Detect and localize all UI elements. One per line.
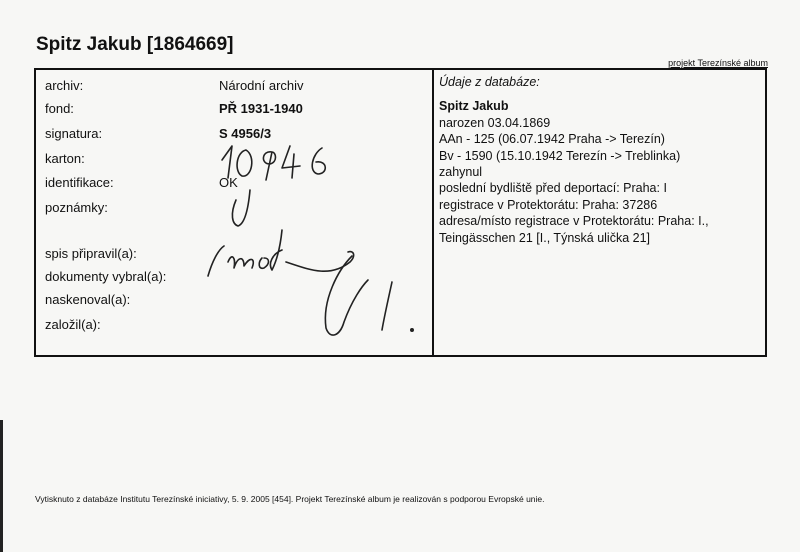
handwritten-signature — [208, 230, 413, 335]
handwritten-karton-number — [222, 146, 325, 180]
value-archiv: Národní archiv — [219, 78, 304, 93]
label-identifikace: identifikace: — [45, 175, 114, 190]
label-archiv: archiv: — [45, 78, 84, 93]
database-line: zahynul — [439, 165, 483, 180]
database-line: registrace v Protektorátu: Praha: 37286 — [439, 197, 658, 212]
handwritten-check — [232, 190, 250, 226]
label-spis-pripravil: spis připravil(a): — [45, 246, 137, 261]
database-line: AAn - 125 (06.07.1942 Praha -> Terezín) — [439, 132, 665, 147]
database-line: adresa/místo registrace v Protektorátu: Praha: I., Teingässchen 21 [I., Týnská ulička 21] — [439, 214, 709, 245]
label-poznamky: poznámky: — [45, 200, 108, 215]
project-label: projekt Terezínské album — [668, 58, 768, 68]
label-zalozil: založil(a): — [45, 317, 101, 332]
database-line: poslední bydliště před deportací: Praha: I — [439, 181, 667, 196]
database-line: narozen 03.04.1869 — [439, 115, 551, 130]
value-fond: PŘ 1931-1940 — [219, 101, 303, 116]
page-title: Spitz Jakub [1864669] — [36, 34, 234, 55]
database-name: Spitz Jakub — [439, 99, 509, 114]
value-signatura: S 4956/3 — [219, 126, 272, 141]
value-identifikace: OK — [219, 175, 238, 190]
label-fond: fond: — [45, 101, 74, 116]
database-header: Údaje z databáze: — [439, 75, 540, 89]
label-naskenoval: naskenoval(a): — [45, 292, 131, 307]
database-line: Bv - 1590 (15.10.1942 Terezín -> Treblinka) — [439, 148, 681, 163]
label-signatura: signatura: — [45, 126, 103, 141]
print-footer: Vytisknuto z databáze Institutu Terezínské iniciativy, 5. 9. 2005 [454]. Projekt Terezínské album je realizován s podporou Evropské unie. — [35, 494, 545, 504]
label-dokumenty-vybral: dokumenty vybral(a): — [45, 269, 167, 284]
label-karton: karton: — [45, 151, 85, 166]
